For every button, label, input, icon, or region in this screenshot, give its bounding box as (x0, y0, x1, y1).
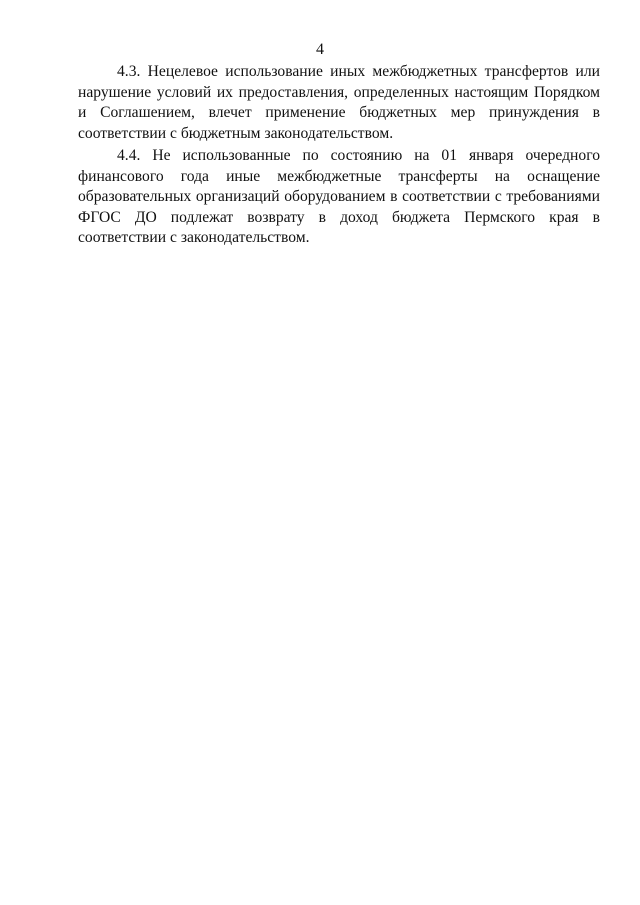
paragraph-4-3: 4.3. Нецелевое использование иных межбюджетных трансфертов или нарушение условий их предоставления, определенных настоящим Порядком и Соглашением, влечет применение бюджетных мер принуждения в соответствии с бюджетным законодательством. (78, 63, 600, 142)
page-number: 4 (316, 41, 324, 58)
paragraph-4-4: 4.4. Не использованные по состоянию на 01 января очередного финансового года иные межбюджетные трансферты на оснащение образовательных организаций оборудованием в соответствии с требованиями ФГОС ДО подлежат возврату в доход бюджета Пермского края в соответствии с законодательством. (78, 147, 600, 246)
document-body (78, 62, 600, 251)
